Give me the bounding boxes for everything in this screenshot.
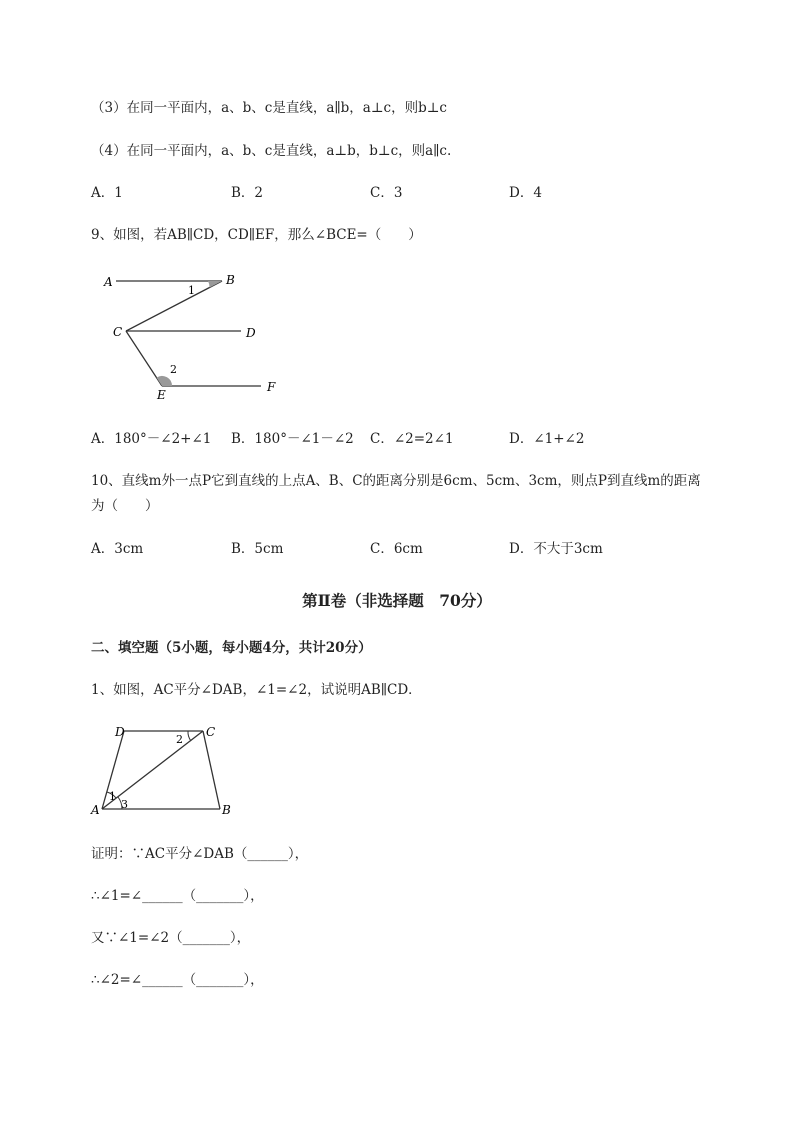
q10-option-a: A．3cm bbox=[91, 541, 144, 557]
label-angle-2: 2 bbox=[170, 363, 177, 376]
q10-stem-line1: 10、直线m外一点P它到直线的上点A、B、C的距离分别是6cm、5cm、3cm，则点P到直线m的距离 bbox=[91, 473, 701, 489]
line-ac bbox=[102, 731, 203, 809]
q9-option-c: C．∠2=2∠1 bbox=[370, 431, 454, 447]
q9-stem: 9、如图，若AB∥CD，CD∥EF，那么∠BCE=（ ） bbox=[91, 227, 422, 243]
line-bc bbox=[126, 281, 222, 331]
q9-option-a: A．180°－∠2+∠1 bbox=[91, 431, 212, 447]
proof-line-3: 又∵∠1=∠2（_______）， bbox=[91, 930, 251, 946]
q10-option-c: C．6cm bbox=[370, 541, 423, 557]
q10-stem-line2: 为（ ） bbox=[91, 498, 159, 514]
label-angle-1: 1 bbox=[188, 284, 195, 297]
angle-2-arc bbox=[188, 731, 191, 741]
label-c: C bbox=[206, 725, 216, 739]
proof-line-4: ∴∠2=∠______（_______）， bbox=[91, 972, 264, 988]
label-c: C bbox=[113, 325, 123, 339]
angle-1-mark bbox=[208, 281, 222, 288]
label-a: A bbox=[91, 803, 100, 817]
q9-option-b: B．180°－∠1－∠2 bbox=[231, 431, 354, 447]
label-e: E bbox=[157, 388, 166, 402]
proof-line-1: 证明：∵AC平分∠DAB（______）， bbox=[91, 846, 309, 862]
label-d: D bbox=[246, 326, 256, 340]
label-b: B bbox=[222, 803, 231, 817]
label-b: B bbox=[226, 273, 235, 287]
q9-figure bbox=[96, 265, 296, 405]
q8-option-b: B．2 bbox=[231, 185, 264, 201]
section-heading: 二、填空题（5小题，每小题4分，共计20分） bbox=[91, 640, 372, 656]
label-a: A bbox=[104, 275, 113, 289]
q10-option-b: B．5cm bbox=[231, 541, 284, 557]
fill1-stem: 1、如图，AC平分∠DAB，∠1=∠2，试说明AB∥CD． bbox=[91, 682, 422, 698]
q8-option-c: C．3 bbox=[370, 185, 403, 201]
q10-option-d: D．不大于3cm bbox=[509, 541, 603, 557]
label-angle-1: 1 bbox=[109, 790, 116, 803]
line-cb bbox=[203, 731, 220, 809]
q8-item-3: （3）在同一平面内，a、b、c是直线，a∥b，a⊥c，则b⊥c bbox=[91, 100, 447, 116]
q8-option-d: D．4 bbox=[509, 185, 542, 201]
part-2-title: 第Ⅱ卷（非选择题 70分） bbox=[302, 591, 492, 610]
fill1-figure bbox=[88, 722, 238, 822]
angle-2-mark bbox=[157, 376, 173, 386]
label-d: D bbox=[115, 725, 125, 739]
label-f: F bbox=[267, 380, 276, 394]
q8-item-4: （4）在同一平面内，a、b、c是直线，a⊥b，b⊥c，则a∥c. bbox=[91, 143, 452, 159]
q8-option-a: A．1 bbox=[91, 185, 123, 201]
proof-line-2: ∴∠1=∠______（_______）， bbox=[91, 888, 264, 904]
label-angle-2: 2 bbox=[176, 733, 183, 746]
label-angle-3: 3 bbox=[121, 798, 128, 811]
q9-option-d: D．∠1+∠2 bbox=[509, 431, 585, 447]
